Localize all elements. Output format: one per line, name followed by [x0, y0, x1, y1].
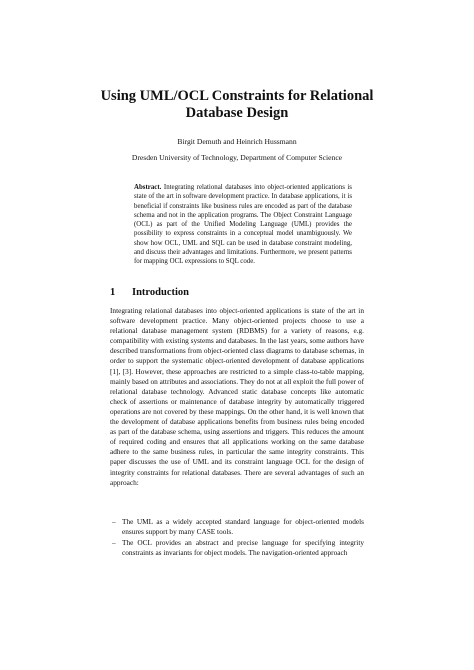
- paper-title: [60, 88, 414, 122]
- bullet-text: The UML as a widely accepted standard language for object-oriented models ensures support by many CASE tools.: [122, 517, 364, 537]
- list-item: [110, 517, 364, 537]
- section-title: Introduction: [132, 287, 189, 298]
- list-item: [110, 538, 364, 558]
- title-line-2: Database Design: [185, 105, 289, 121]
- abstract: [134, 183, 352, 267]
- bullet-text: The OCL provides an abstract and precise language for specifying integrity constraints as invariants for object models. The navigation-oriented approach: [122, 537, 364, 557]
- authors: Birgit Demuth and Heinrich Hussmann: [177, 137, 297, 146]
- abstract-text: Integrating relational databases into object-oriented applications is state of the art in software development practice. In database applications, it is beneficial if constraints like business rules are encoded as part of the database schema and not in the application programs. The Object Constraint Language (OCL) as part of the Unified Modeling Language (UML) provides the possibility to express constraints in a conceptual model unambiguously. We show how OCL, UML and SQL can be used in database constraint modeling, and discuss their advantages and limitations. Furthermore, we present patterns for mapping OCL expressions to SQL code.: [134, 184, 352, 266]
- advantages-list: [110, 517, 364, 558]
- bullet-marker: –: [112, 537, 116, 547]
- abstract-label: Abstract.: [134, 184, 162, 191]
- intro-paragraph: Integrating relational databases into object-oriented applications is state of the art in software development practice. Many object-oriented projects choose to use a relational database management system (RDBMS) for a variety of reasons, e.g. compatibility with existing systems and databases. In the last years, some authors have described transformations from object-oriented class diagrams to database schemas, in order to support the systematic object-oriented development of database applications [1], [3]. However, these approaches are restricted to a simple class-to-table mapping, mainly based on attributes and associations. They do not at all exploit the full power of relational database technology. Advanced static database concepts like automatic check of assertions or maintenance of database integrity by automatically triggered operations are not covered by these mappings. On the other hand, it is well known that the development of database applications benefits from business rules being encoded as part of the database schema, using assertions and triggers. This reduces the amount of required coding and ensures that all applications working on the same database adhere to the same business rules, in particular the same integrity constraints. This paper discusses the use of UML and its constraint language OCL for the design of integrity constraints for relational databases. There are several advantages of such an approach:: [110, 306, 364, 487]
- affiliation: Dresden University of Technology, Department of Computer Science: [131, 153, 343, 162]
- section-heading: [110, 286, 370, 299]
- title-line-1: Using UML/OCL Constraints for Relational: [100, 88, 374, 104]
- section-number: 1: [110, 287, 116, 298]
- bullet-marker: –: [112, 517, 116, 526]
